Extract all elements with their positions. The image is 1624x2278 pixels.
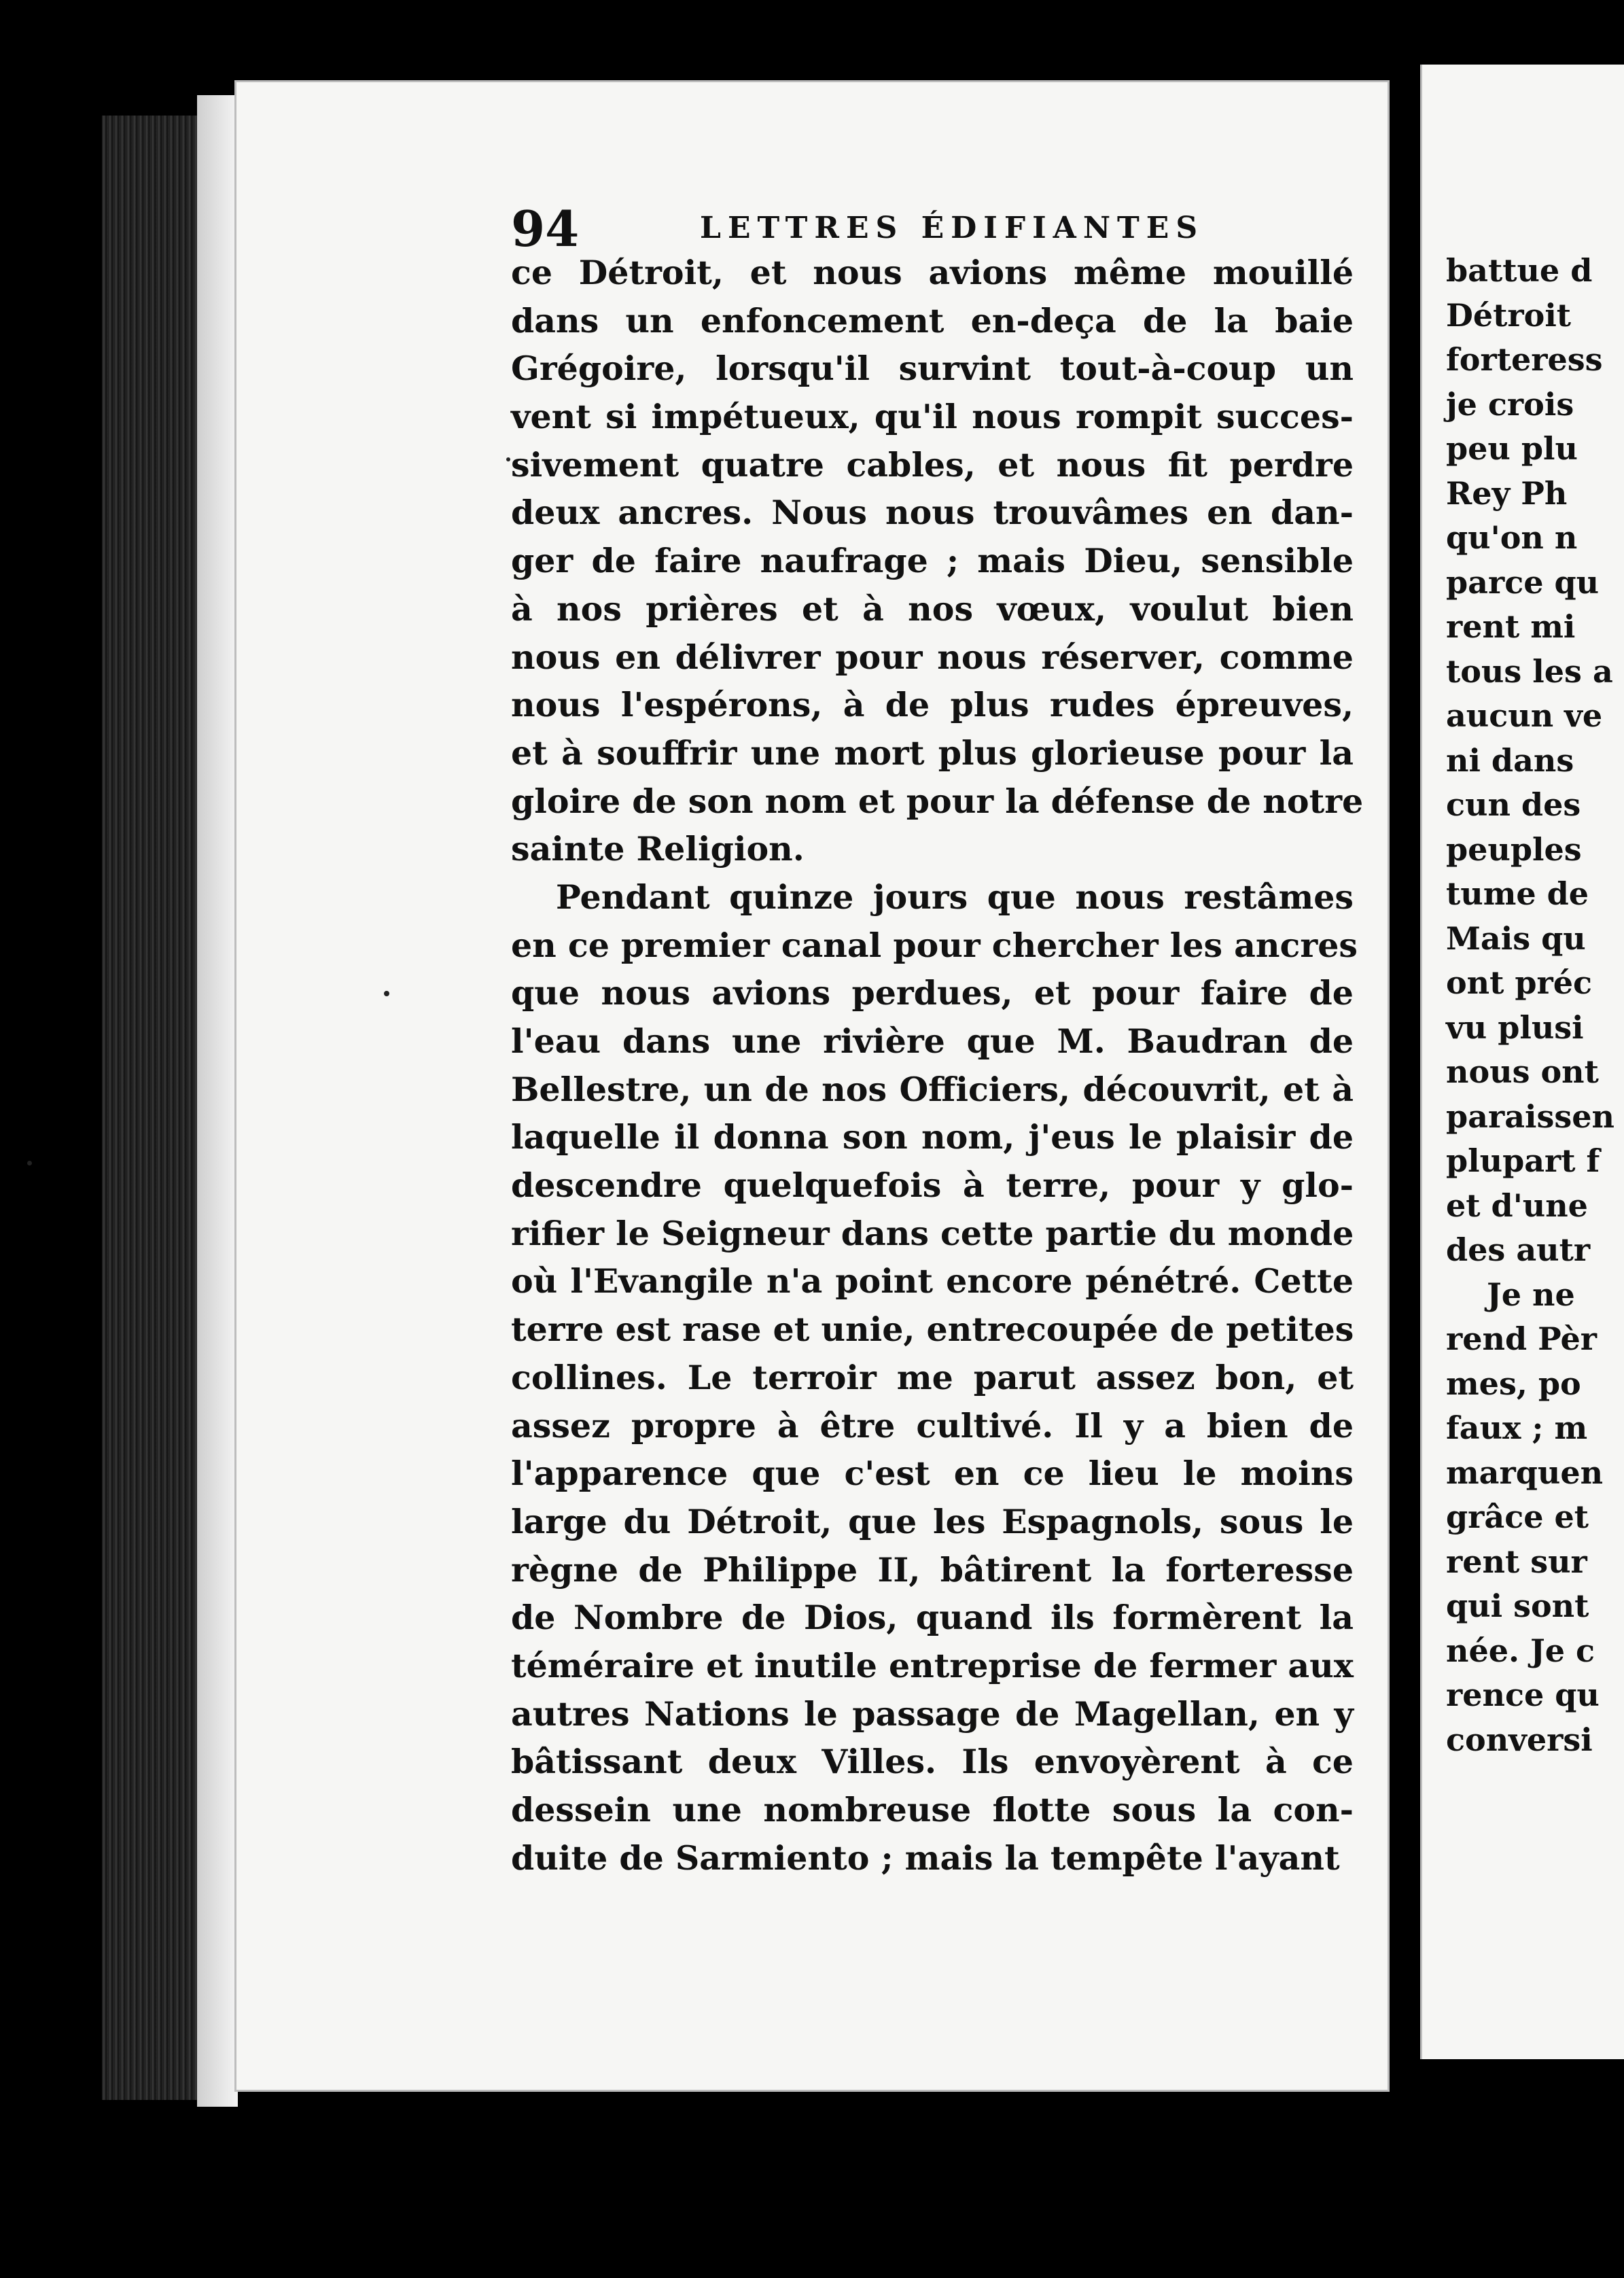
text-line: rent sur — [1446, 1543, 1587, 1580]
text-line: forteress — [1446, 341, 1603, 378]
text-line: et à souffrir une mort plus glorieuse pour la — [511, 733, 1354, 773]
text-line: bâtissant deux Villes. Ils envoyèrent à ce — [511, 1742, 1354, 1782]
text-line: l'apparence que c'est en ce lieu le moins — [511, 1454, 1354, 1494]
running-head: LETTRES ÉDIFIANTES — [700, 211, 1205, 245]
text-line: sivement quatre cables, et nous fit perdre — [511, 444, 1354, 485]
page-number: 94 — [511, 200, 580, 258]
text-line: tume de — [1446, 875, 1589, 912]
text-line: battue d — [1446, 252, 1593, 289]
text-line: nous ont — [1446, 1053, 1599, 1090]
text-line: nous l'espérons, à de plus rudes épreuves, — [511, 685, 1354, 725]
text-line: aucun ve — [1446, 697, 1603, 734]
text-line: duite de Sarmiento ; mais la tempête l'ayant — [511, 1838, 1340, 1878]
text-line: téméraire et inutile entreprise de fermer aux — [511, 1645, 1354, 1685]
text-line: nous en délivrer pour nous réserver, comme — [511, 637, 1354, 677]
text-line: rifier le Seigneur dans cette partie du monde — [511, 1213, 1354, 1253]
left-page-text — [511, 249, 1364, 1882]
text-line: laquelle il donna son nom, j'eus le plaisir de — [511, 1117, 1354, 1157]
text-line: deux ancres. Nous nous trouvâmes en dan- — [511, 493, 1354, 533]
text-line: grâce et — [1446, 1499, 1589, 1535]
text-line: que nous avions perdues, et pour faire de — [511, 973, 1354, 1013]
text-line: et d'une — [1446, 1187, 1588, 1224]
text-line: paraissen — [1446, 1098, 1614, 1135]
text-line: collines. Le terroir me parut assez bon, et — [511, 1357, 1354, 1397]
text-line: assez propre à être cultivé. Il y a bien de — [511, 1405, 1354, 1445]
text-line: peu plu — [1446, 430, 1578, 467]
text-line: ger de faire naufrage ; mais Dieu, sensible — [511, 541, 1354, 581]
text-line: parce qu — [1446, 563, 1600, 601]
text-line: ce Détroit, et nous avions même mouillé — [511, 253, 1354, 292]
text-line: des autr — [1446, 1231, 1591, 1268]
text-line: ni dans — [1446, 741, 1574, 779]
text-line: peuples — [1446, 830, 1582, 868]
text-line: sainte Religion. — [511, 829, 805, 869]
right-page-text — [1446, 249, 1614, 1762]
text-line: je crois — [1446, 385, 1574, 423]
text-line: ont préc — [1446, 964, 1593, 1001]
print-speck — [27, 1161, 32, 1166]
text-line: Grégoire, lorsqu'il survint tout-à-coup un — [511, 349, 1354, 389]
text-line: descendre quelquefois à terre, pour y glo- — [511, 1166, 1354, 1206]
text-line: qui sont — [1446, 1588, 1589, 1624]
text-line: gloire de son nom et pour la défense de notre — [511, 781, 1364, 821]
text-line: rence qu — [1446, 1677, 1600, 1713]
text-line: faux ; m — [1446, 1409, 1588, 1446]
text-line: vu plusi — [1446, 1009, 1584, 1046]
text-line: qu'on n — [1446, 519, 1578, 556]
text-line: tous les a — [1446, 652, 1613, 690]
text-line: Détroit — [1446, 296, 1572, 334]
text-line: Pendant quinze jours que nous restâmes — [556, 877, 1354, 917]
text-line: née. Je c — [1446, 1632, 1595, 1669]
text-line: de Nombre de Dios, quand ils formèrent la — [511, 1598, 1354, 1638]
text-line: cun des — [1446, 786, 1581, 823]
text-line: marquen — [1446, 1454, 1604, 1491]
text-line: Rey Ph — [1446, 474, 1568, 512]
print-speck — [506, 457, 510, 461]
text-line: terre est rase et unie, entrecoupée de petites — [511, 1310, 1354, 1350]
text-line: où l'Evangile n'a point encore pénétré. Cette — [511, 1261, 1354, 1301]
text-line: mes, po — [1446, 1365, 1581, 1402]
print-speck — [384, 991, 389, 996]
text-line: Mais qu — [1446, 919, 1586, 957]
text-line: à nos prières et à nos vœux, voulut bien — [511, 589, 1354, 629]
text-line: plupart f — [1446, 1142, 1600, 1179]
text-line: vent si impétueux, qu'il nous rompit succes- — [511, 397, 1354, 437]
text-line: Bellestre, un de nos Officiers, découvrit, et à — [511, 1069, 1354, 1109]
text-line: large du Détroit, que les Espagnols, sous le — [511, 1501, 1354, 1541]
text-line: dans un enfoncement en-deça de la baie — [511, 300, 1354, 340]
text-line: règne de Philippe II, bâtirent la forteresse — [511, 1549, 1354, 1590]
text-line: rent mi — [1446, 608, 1576, 645]
page-gutter-shadow — [197, 95, 238, 2107]
text-line: dessein une nombreuse flotte sous la con- — [511, 1790, 1354, 1829]
text-line: Je ne — [1487, 1276, 1575, 1313]
text-line: autres Nations le passage de Magellan, en y — [511, 1694, 1354, 1734]
text-line: en ce premier canal pour chercher les ancres — [511, 925, 1358, 965]
text-line: l'eau dans une rivière que M. Baudran de — [511, 1021, 1354, 1061]
text-line: conversi — [1446, 1721, 1593, 1758]
text-line: rend Pèr — [1446, 1320, 1597, 1357]
